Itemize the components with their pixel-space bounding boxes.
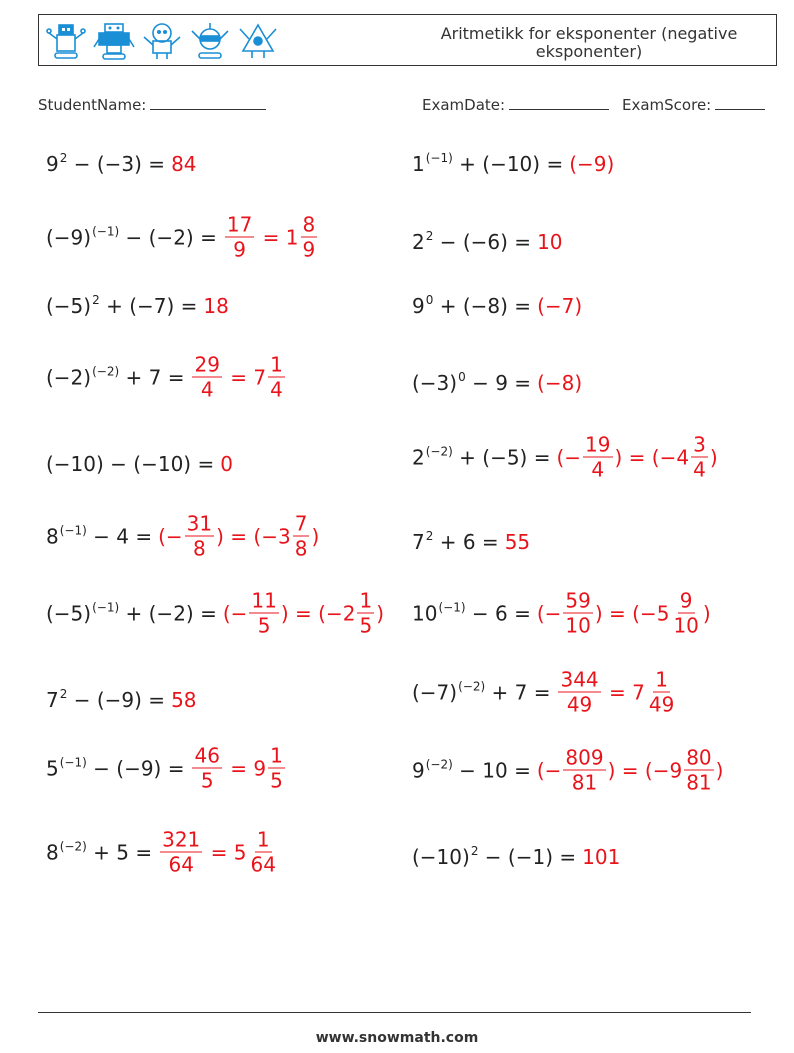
fraction-denominator: 64 [168,852,194,877]
problem-exponent: (−2) [425,444,453,458]
problem-item [46,213,319,262]
fraction-numerator: 3 [693,432,706,457]
problem-base: 10 [412,601,438,625]
worksheet-title: Aritmetikk for eksponenter (negative eksponenter) [440,24,738,61]
fraction-denominator: 5 [359,613,373,638]
problem-expression [46,524,152,548]
fraction [684,746,713,795]
problem-rest: − 4 = [86,524,153,548]
answer [158,828,280,877]
equals-sign: = [223,756,254,780]
exam-score-field[interactable] [622,94,765,114]
whole-part: −9 [652,758,683,782]
whole-part: 7 [253,365,267,389]
equals-sign: = [223,365,254,389]
problem-base: 8 [46,840,59,864]
close-paren: ) [311,524,320,548]
exam-score-blank[interactable] [715,94,765,110]
fraction [563,589,592,638]
close-paren: ) [216,524,224,548]
problem-rest: − 6 = [465,601,531,625]
fraction [160,828,202,877]
answer: (−9) [569,152,615,176]
fraction-numerator: 17 [226,212,253,237]
problem-base: 9 [412,758,425,782]
problem-rest: + (−5) = [452,445,551,469]
answer: 55 [504,530,531,554]
fraction-numerator: 344 [560,667,599,692]
problem-exponent: (−1) [92,600,120,614]
fraction-numerator: 80 [686,745,712,770]
fraction-numerator: 31 [186,511,213,536]
fraction-numerator: 9 [679,588,693,613]
answer [158,512,319,561]
fraction-denominator: 4 [200,377,214,402]
problem-base: 1 [412,152,425,176]
problem-expression [412,845,576,869]
close-paren: ) [607,758,616,782]
problem-exponent: (−1) [92,224,120,238]
problem-exponent: (−2) [425,757,453,771]
fraction-numerator: 7 [294,511,308,536]
open-paren: ( [253,524,262,548]
problem-exponent: 2 [59,151,68,165]
problem-rest: − (−3) = [67,152,166,176]
problem-expression [46,452,214,476]
problem-base: (−10) − (−10) = [46,452,215,476]
answer: (−7) [537,294,583,318]
fraction-numerator: 46 [194,743,220,768]
open-paren: ( [651,445,660,469]
problem-base: 5 [46,756,59,780]
problem-base: (−10) [412,845,470,869]
problem-item [412,433,718,482]
fraction-denominator: 81 [571,770,598,795]
problem-rest: + 5 = [86,840,153,864]
fraction [185,512,214,561]
problem-rest: + (−2) = [119,601,217,625]
fraction-denominator: 8 [294,536,308,561]
answer: 0 [220,452,233,476]
problem-expression [412,152,563,176]
fraction-numerator: 8 [302,212,316,237]
problem-item [412,845,620,869]
problem-exponent: 2 [470,844,479,858]
problem-base: (−5) [46,601,92,625]
close-paren: ) [715,758,724,782]
problem-rest: + (−10) = [452,152,564,176]
fraction-numerator: 1 [256,827,270,852]
equals-sign: = [615,758,645,782]
fraction [583,433,612,482]
problem-item [46,589,384,638]
fraction [225,213,254,262]
robot-icon-5 [237,21,279,61]
problem-item [46,688,197,712]
problem-expression [412,371,531,395]
exam-date-label: ExamDate: [422,96,506,114]
answer: 10 [537,230,563,254]
answer [223,213,319,262]
robot-icon-2 [93,21,135,61]
equals-sign: = [256,225,286,249]
robot-icon-4 [189,21,231,61]
whole-part: −2 [325,601,356,625]
equals-sign: = [602,601,633,625]
problem-rest: + (−8) = [433,294,532,318]
close-paren: ) [702,601,711,625]
equals-sign: = [622,445,652,469]
student-name-label: StudentName: [38,96,147,114]
problem-item [46,353,287,402]
fraction-numerator: 1 [655,667,668,692]
open-paren: ( [644,758,653,782]
problem-expression [46,365,184,389]
fraction-denominator: 5 [270,768,283,793]
whole-part: 7 [632,680,645,704]
problem-item [412,230,563,254]
answer: 84 [171,152,197,176]
problem-expression [412,601,531,625]
fraction-denominator: 5 [257,613,271,638]
fraction-denominator: 81 [686,770,712,795]
footer-divider [38,1012,751,1013]
whole-part: −4 [659,445,690,469]
fraction-numerator: 19 [585,432,611,457]
robot-icon-1 [45,21,87,61]
problem-base: 7 [46,688,59,712]
answer: (−8) [537,371,583,395]
problem-expression [412,445,550,469]
answer: 18 [203,294,229,318]
problem-item [46,828,280,877]
fraction-denominator: 64 [250,852,276,877]
answer: 101 [582,845,621,869]
problem-expression [46,601,217,625]
fraction-denominator: 10 [565,613,591,638]
fraction [671,589,700,638]
problem-base: (−3) [412,371,458,395]
problem-item [412,152,614,176]
close-paren: ) [376,601,384,625]
close-paren: ) [280,601,289,625]
problem-item [412,294,582,318]
problem-rest: + 7 = [485,680,551,704]
footer-url: www.snowmath.com [315,1030,479,1046]
exam-score-label: ExamScore: [622,96,712,114]
problem-base: (−5) [46,294,92,318]
fraction-denominator: 4 [693,457,706,482]
problem-expression [46,225,217,249]
problem-base: 2 [412,445,425,469]
header-box [38,14,777,66]
problem-rest: − 10 = [452,758,531,782]
fraction-numerator: 59 [565,588,591,613]
problem-exponent: (−1) [59,755,87,769]
fraction-numerator: 1 [270,352,283,377]
student-name-field[interactable] [38,94,266,114]
problem-rest: − (−9) = [67,688,166,712]
fraction-denominator: 9 [233,237,246,262]
fraction-denominator: 10 [673,613,699,638]
problem-item [46,452,233,476]
answer [556,433,717,482]
answer [190,744,286,793]
fraction-denominator: 5 [200,768,214,793]
fraction-numerator: 809 [565,745,604,770]
problem-expression [46,294,197,318]
problem-expression [46,688,165,712]
open-paren-neg: (− [556,445,582,469]
fraction [192,744,221,793]
problem-item [412,371,582,395]
fraction-denominator: 49 [648,692,675,717]
problem-exponent: 2 [425,529,434,543]
student-name-blank[interactable] [150,94,266,110]
problem-exponent: (−2) [92,364,120,378]
problem-base: 8 [46,524,59,548]
problem-base: (−7) [412,680,458,704]
problem-exponent: 2 [59,687,68,701]
problem-rest: + 6 = [433,530,499,554]
fraction [558,668,600,717]
close-paren: ) [594,601,603,625]
fraction [192,353,221,402]
whole-part: 1 [285,225,299,249]
problem-item [46,744,287,793]
problem-expression [412,530,499,554]
equals-sign: = [223,524,254,548]
whole-part: 9 [253,756,267,780]
problem-exponent: (−1) [59,523,87,537]
problem-item [412,589,711,638]
whole-part: −5 [639,601,670,625]
equals-sign: = [204,840,234,864]
close-paren: ) [614,445,623,469]
fraction-numerator: 29 [194,352,220,377]
equals-sign: = [602,680,633,704]
equals-sign: = [288,601,319,625]
problem-base: (−2) [46,365,92,389]
fraction [268,744,285,793]
fraction-numerator: 1 [359,588,373,613]
problem-rest: − (−6) = [433,230,532,254]
fraction [293,512,310,561]
fraction-denominator: 4 [591,457,605,482]
problem-exponent: 2 [425,229,434,243]
problem-expression [46,756,184,780]
fraction-numerator: 1 [270,743,283,768]
problem-rest: − (−2) = [119,225,217,249]
robot-icons [45,19,279,63]
answer: 58 [171,688,197,712]
problem-exponent: (−2) [458,679,486,693]
problem-exponent: 0 [425,293,434,307]
problem-rest: + 7 = [119,365,185,389]
open-paren-neg: (− [222,601,248,625]
problem-base: 9 [412,294,425,318]
problem-item [46,294,229,318]
open-paren-neg: (− [158,524,183,548]
whole-part: −3 [261,524,291,548]
fraction-denominator: 4 [270,377,283,402]
answer [537,746,724,795]
problem-rest: − 9 = [465,371,532,395]
problem-expression [46,840,152,864]
fraction [268,353,285,402]
problem-base: (−9) [46,225,92,249]
fraction [301,213,318,262]
close-paren: ) [709,445,718,469]
problem-exponent: (−2) [59,839,87,853]
open-paren: ( [632,601,640,625]
exam-date-blank[interactable] [509,94,609,110]
problem-exponent: 0 [458,370,466,384]
problem-expression [412,680,550,704]
problem-item [412,668,678,717]
fraction-denominator: 49 [566,692,593,717]
answer [537,589,711,638]
problem-expression [412,294,531,318]
answer [190,353,286,402]
fraction-numerator: 11 [251,588,277,613]
problem-item [412,746,723,795]
problem-rest: + (−7) = [99,294,198,318]
fraction [563,746,605,795]
fraction [357,589,374,638]
problem-item [46,512,319,561]
fraction-numerator: 321 [162,827,201,852]
problem-item [46,152,197,176]
problem-item [412,530,530,554]
problem-rest: − (−9) = [86,756,185,780]
problem-expression [412,758,531,782]
open-paren: ( [318,601,326,625]
open-paren-neg: (− [536,601,562,625]
problem-exponent: (−1) [438,600,466,614]
problem-exponent: 2 [92,293,100,307]
fraction [647,668,676,717]
problem-rest: − (−1) = [478,845,577,869]
problem-base: 7 [412,530,425,554]
fraction-denominator: 8 [193,536,206,561]
problem-base: 9 [46,152,59,176]
fraction [691,433,708,482]
exam-date-field[interactable] [422,94,609,114]
problem-expression [46,152,165,176]
whole-part: 5 [233,840,247,864]
fraction [249,589,278,638]
open-paren-neg: (− [536,758,562,782]
answer [556,668,678,717]
problem-expression [412,230,531,254]
fraction-denominator: 9 [302,237,316,262]
problem-exponent: (−1) [425,151,453,165]
robot-icon-3 [141,21,183,61]
answer [223,589,384,638]
fraction [249,828,278,877]
problem-base: 2 [412,230,425,254]
